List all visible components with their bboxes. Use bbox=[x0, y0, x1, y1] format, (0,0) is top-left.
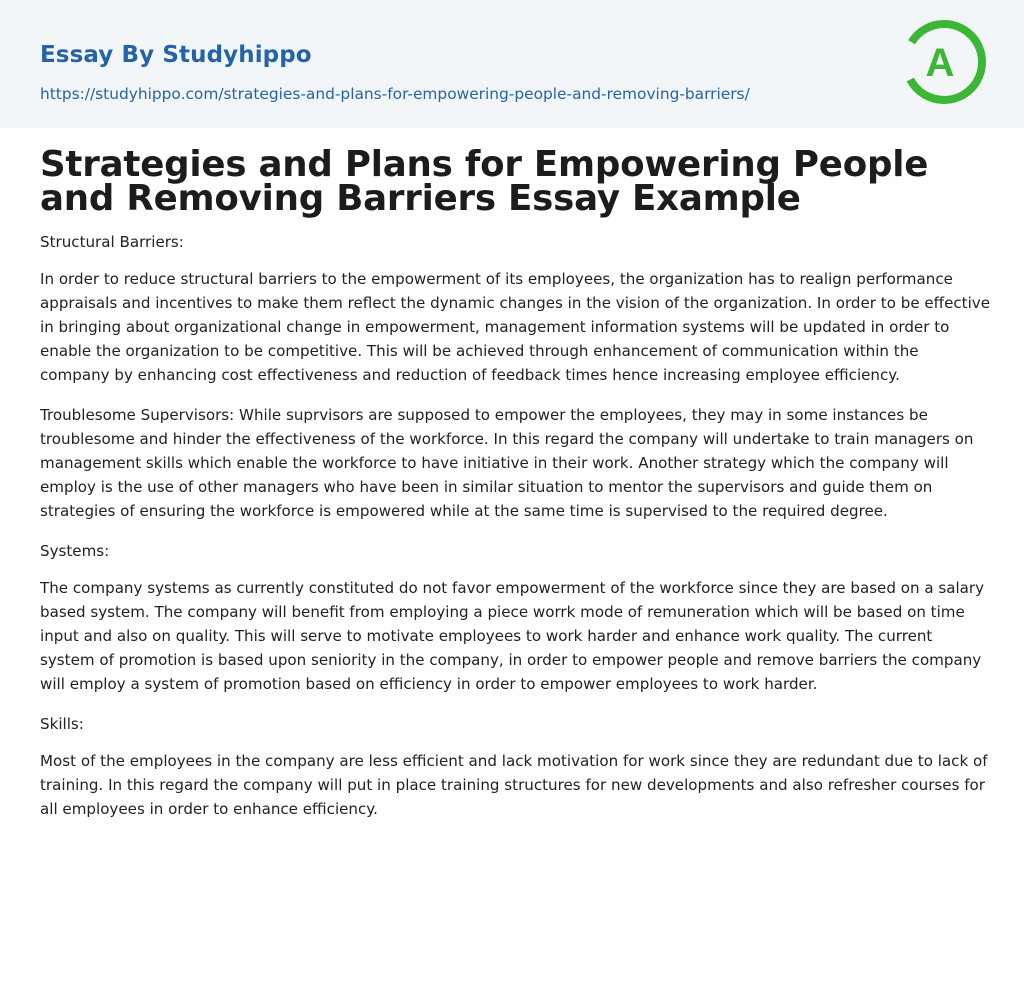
site-logo[interactable] bbox=[896, 14, 992, 110]
article bbox=[40, 144, 990, 821]
section-label-skills: Skills: bbox=[40, 715, 84, 733]
section-label-systems: Systems: bbox=[40, 542, 110, 560]
paragraph-structural-barriers: In order to reduce structural barriers to the empowerment of its employees, the organization has to realign performance appraisals and incentives to make them reflect the dynamic changes in the vision of the organization. In order to be effective in bringing about organizational change in empowerment, management information systems will be updated in order to enable the organization to be competitive. This will be achieved through enhancement of communication within the company by enhancing cost effectiveness and reduction of feedback times hence increasing employee efficiency. bbox=[40, 270, 990, 384]
paragraph-troublesome-supervisors: Troublesome Supervisors: While suprvisors are supposed to empower the employees, they may in some instances be troublesome and hinder the effectiveness of the workforce. In this regard the company will undertake to train managers on management skills which enable the workforce to have initiative in their work. Another strategy which the company will employ is the use of other managers who have been in similar situation to mentor the supervisors and guide them on strategies of ensuring the workforce is empowered while at the same time is supervised to the required degree. bbox=[40, 406, 974, 520]
section-label-structural-barriers: Structural Barriers: bbox=[40, 233, 184, 251]
page-title: Strategies and Plans for Empowering People and Removing Barriers Essay Example bbox=[40, 144, 929, 219]
paragraph-skills: Most of the employees in the company are less efficient and lack motivation for work since they are redundant due to lack of training. In this regard the company will put in place training structures for new developments and also refresher courses for all employees in order to enhance efficiency. bbox=[40, 752, 988, 818]
logo-letter: A bbox=[925, 41, 955, 85]
paragraph-systems: The company systems as currently constituted do not favor empowerment of the workforce since they are based on a salary based system. The company will benefit from employing a piece worrk mode of remuneration which will be based on time input and also on quality. This will serve to motivate employees to work harder and enhance work quality. The current system of promotion is based upon seniority in the company, in order to empower people and remove barriers the company will employ a system of promotion based on efficiency in order to empower employees to work harder. bbox=[40, 579, 985, 693]
page-url-link[interactable]: https://studyhippo.com/strategies-and-plans-for-empowering-people-and-removing-barriers/ bbox=[40, 85, 750, 103]
brand-title[interactable]: Essay By Studyhippo bbox=[40, 42, 312, 68]
site-header bbox=[0, 0, 1024, 128]
